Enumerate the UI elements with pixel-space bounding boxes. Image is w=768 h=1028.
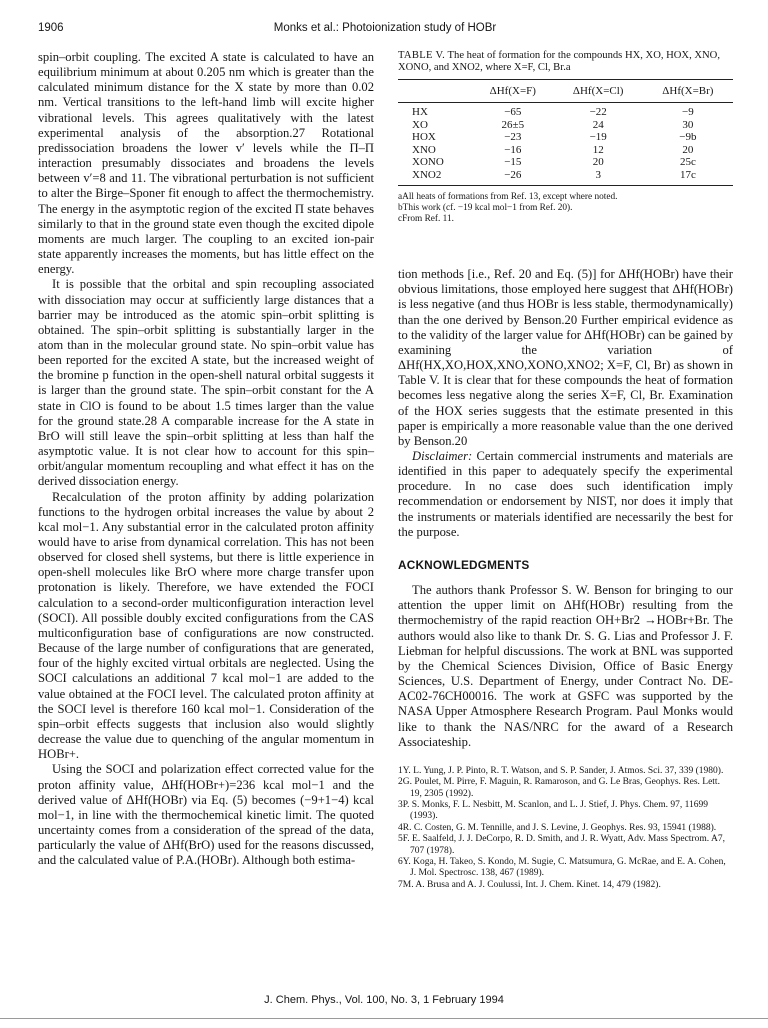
table-cell: −9 [682, 105, 694, 118]
table-cell: HOX [412, 131, 436, 144]
table-cell: 25c [679, 156, 696, 169]
table-caption-label: TABLE V. [398, 50, 446, 61]
table-cell: XNO2 [398, 169, 472, 185]
table-cell: 20 [682, 143, 694, 156]
table-cell: −16 [504, 143, 522, 156]
table-cell: HX [412, 105, 428, 118]
reference-item: 2G. Poulet, M. Pirre, F. Maguin, R. Ramaroson, and G. Le Bras, Geophys. Res. Lett. 19, 2305 (1992). [398, 777, 720, 799]
paragraph-disclaimer [398, 449, 733, 540]
table-header-cell: ΔHf(X=F) [472, 79, 554, 102]
table-cell: 12 [592, 143, 604, 156]
table-cell: −22 [589, 105, 607, 118]
right-column [398, 50, 733, 891]
running-title: Monks et al.: Photoionization study of HOBr [273, 22, 497, 34]
running-header [38, 22, 732, 38]
paragraph-soci-correction: Using the SOCI and polarization effect corrected value for the proton affinity value, ΔHf(HOBr+)=236 kcal mol−1 and the derived value of ΔHf(HOBr) via Eq. (5) becomes (−9+1−4) kcal mol−1, in line with the thermochemical kinetic limit. The quoted uncertainty comes from a consideration of the spread of the data, particularly the value of ΔHf(BrO) used for the reasons discussed, and the calculated value of P.A.(HOBr). Although both estima- [38, 762, 374, 868]
table-cell: 20 [592, 156, 604, 169]
disclaimer-text: Certain commercial instruments and materials are identified in this paper to adequately specify the experimental procedure. In no case does such identification imply recommendation or endorsement by NIST, nor does it imply that the instruments or materials identified are necessarily the best for the purpose. [398, 449, 733, 539]
table-footnote: cFrom Ref. 11. [398, 213, 454, 224]
paragraph-spin-orbit-coupling: spin–orbit coupling. The excited A state is calculated to have an equilibrium minimum at about 0.205 nm which is greater than the calculated minimum distance for the X state by more than 0.02 nm. Vertical transitions to the left-hand limb will excite higher vibrational levels. This agrees qualitatively with the latest experimental analysis of the absorption.27 Rotational predissociation broadens the lower v′ levels while the Π–Π interaction presumably dissociates and broadens the levels between v′=8 and 11. The vibrational perturbation is not sufficient to alter the Birge–Sponer fit enough to affect the thermochemistry. The energy in the asymptotic region of the excited Π state behaves similarly to that in the ground state even though the excited dipole moments are much larger. The coupling to an excited ion-pair state apparently increases the moments, but has little effect on the energy. [38, 50, 374, 277]
table-cell: −26 [472, 169, 554, 185]
reference-item: 5F. E. Saalfeld, J. J. DeCorpo, R. D. Smith, and J. R. Wyatt, Adv. Mass Spectrom. A7, 707 (1978). [398, 834, 725, 856]
footer-divider [0, 1018, 768, 1019]
table-row [398, 156, 733, 169]
reference-item: 7M. A. Brusa and A. J. Coulussi, Int. J. Chem. Kinet. 14, 479 (1982). [398, 879, 661, 890]
reference-list [398, 766, 733, 891]
table-caption [398, 50, 733, 75]
disclaimer-label: Disclaimer: [412, 449, 473, 464]
table-header-cell: ΔHf(X=Br) [643, 79, 733, 102]
table-row [398, 144, 733, 157]
heat-of-formation-table [398, 79, 733, 186]
table-cell: 26±5 [501, 118, 525, 131]
table-row [398, 119, 733, 132]
acknowledgments-heading: ACKNOWLEDGMENTS [398, 557, 530, 572]
table-row [398, 131, 733, 144]
reference-item: 6Y. Koga, H. Takeo, S. Kondo, M. Sugie, C. Matsumura, G. McRae, and E. A. Cohen, J. Mol. Spectrosc. 138, 467 (1989). [398, 857, 726, 879]
table-cell: −9b [679, 131, 697, 144]
table-footnote: bThis work (cf. −19 kcal mol−1 from Ref. 20). [398, 202, 573, 213]
table-row [398, 169, 733, 185]
table-cell: XO [412, 118, 428, 131]
reference-item: 3P. S. Monks, F. L. Nesbitt, M. Scanlon, and L. J. Stief, J. Phys. Chem. 97, 11699 (1993). [398, 800, 709, 822]
paragraph-proton-affinity: Recalculation of the proton affinity by adding polarization functions to the hydrogen orbital increases the value by about 2 kcal mol−1. Any substantial error in the calculated proton affinity would have to arise from dynamical correlation. This has not been observed for closed shell systems, but there is little experience in open-shell molecules like BrO where more charge transfer upon protonation is likely. Therefore, we have extended the FOCI calculation to a second-order multiconfiguration interaction level (SOCI). All possible doubly excited configurations from the CAS multiconfiguration base of configurations are now constructed. Because of the large number of configurations that are generated, four of the highly excited virtual orbitals are neglected. Using the SOCI calculations an additional 7 kcal mol−1 are added to the value obtained at the FOCI level. The calculated proton affinity at the SOCI level is therefore 160 kcal mol−1. Consideration of the spin–orbit effects suggests that inclusion also would slightly decrease the value due to quenching of the angular momentum in HOBr+. [38, 489, 374, 762]
table-cell: −65 [504, 105, 522, 118]
journal-citation-footer: J. Chem. Phys., Vol. 100, No. 3, 1 February 1994 [264, 994, 504, 1006]
paragraph-estimation-methods: tion methods [i.e., Ref. 20 and Eq. (5)] for ΔHf(HOBr) have their obvious limitations, those employed here suggest that ΔHf(HOBr) is less negative (and thus HOBr is less stable, thermodynamically) than the one derived by Benson.20 Further empirical evidence as to the validity of the larger value for ΔHf(HOBr) can be gained by examining the variation of ΔHf(HX,XO,HOX,XNO,XONO,XNO2; X=F, Cl, Br) as shown in Table V. It is clear that for these compounds the heat of formation becomes less negative along the series X=F, Cl, Br. Examination of the HOX series suggests that the estimate presented in this paper is empirically a more reasonable value than the one derived by Benson.20 [398, 267, 733, 448]
table-cell: 17c [643, 169, 733, 185]
page-number: 1906 [38, 22, 64, 34]
table-footnotes [398, 192, 733, 226]
paragraph-acknowledgments: The authors thank Professor S. W. Benson for bringing to our attention the upper limit on ΔHf(HOBr) resulting from the thermochemistry of the rapid reaction OH+Br2 →HOBr+Br. The authors would also like to thank Dr. S. G. Lias and Professor J. F. Liebman for helpful discussions. The work at BNL was supported by the Chemical Sciences Division, Office of Basic Energy Sciences, U.S. Department of Energy, under Contract No. DE-AC02-76CH00016. The work at GSFC was supported by the NASA Upper Atmosphere Research Program. Paul Monks would like to thank the NAS/NRC for the award of a Research Associateship. [398, 583, 733, 749]
table-cell: 3 [554, 169, 643, 185]
paragraph-orbital-recoupling: It is possible that the orbital and spin recoupling associated with dissociation may occur at sufficiently large distances that a barrier may be introduced as the atomic spin–orbit splitting is obtained. The spin–orbit splitting is substantially larger in the atom than in the molecular ground state. No spin–orbit value has been reported for the excited A state, but the increased weight of the bromine p function in the open-shell natural orbital suggests it is larger than the ground state. The spin–orbit constant for the A state in ClO is found to be about 1.5 times larger than the value for the ground state.28 A comparable increase for the A state in BrO will still leave the spin–orbit splitting at less than half the asymptotic value. It is not clear how to account for this spin–orbit/angular momentum recoupling and what effect it has on the derived dissociation energy. [38, 277, 374, 489]
table-row [398, 102, 733, 118]
table-cell: XONO [412, 156, 444, 169]
table-cell: 24 [592, 118, 604, 131]
table-cell: −23 [504, 131, 522, 144]
table-cell: XNO [412, 143, 436, 156]
table-caption-text: The heat of formation for the compounds HX, XO, HOX, XNO, XONO, and XNO2, where X=F, Cl, Br.a [398, 50, 720, 74]
table-header-cell [398, 79, 472, 102]
reference-item: 1Y. L. Yung, J. P. Pinto, R. T. Watson, and S. P. Sander, J. Atmos. Sci. 37, 339 (1980). [398, 765, 724, 776]
table-header-row [398, 79, 733, 102]
left-column [38, 50, 374, 868]
table-footnote: aAll heats of formations from Ref. 13, except where noted. [398, 191, 618, 202]
table-cell: −15 [504, 156, 522, 169]
reference-item: 4R. C. Costen, G. M. Tennille, and J. S. Levine, J. Geophys. Res. 93, 15941 (1988). [398, 822, 717, 833]
table-v [398, 50, 733, 225]
table-header-cell: ΔHf(X=Cl) [554, 79, 643, 102]
table-cell: 30 [682, 118, 694, 131]
table-cell: −19 [589, 131, 607, 144]
